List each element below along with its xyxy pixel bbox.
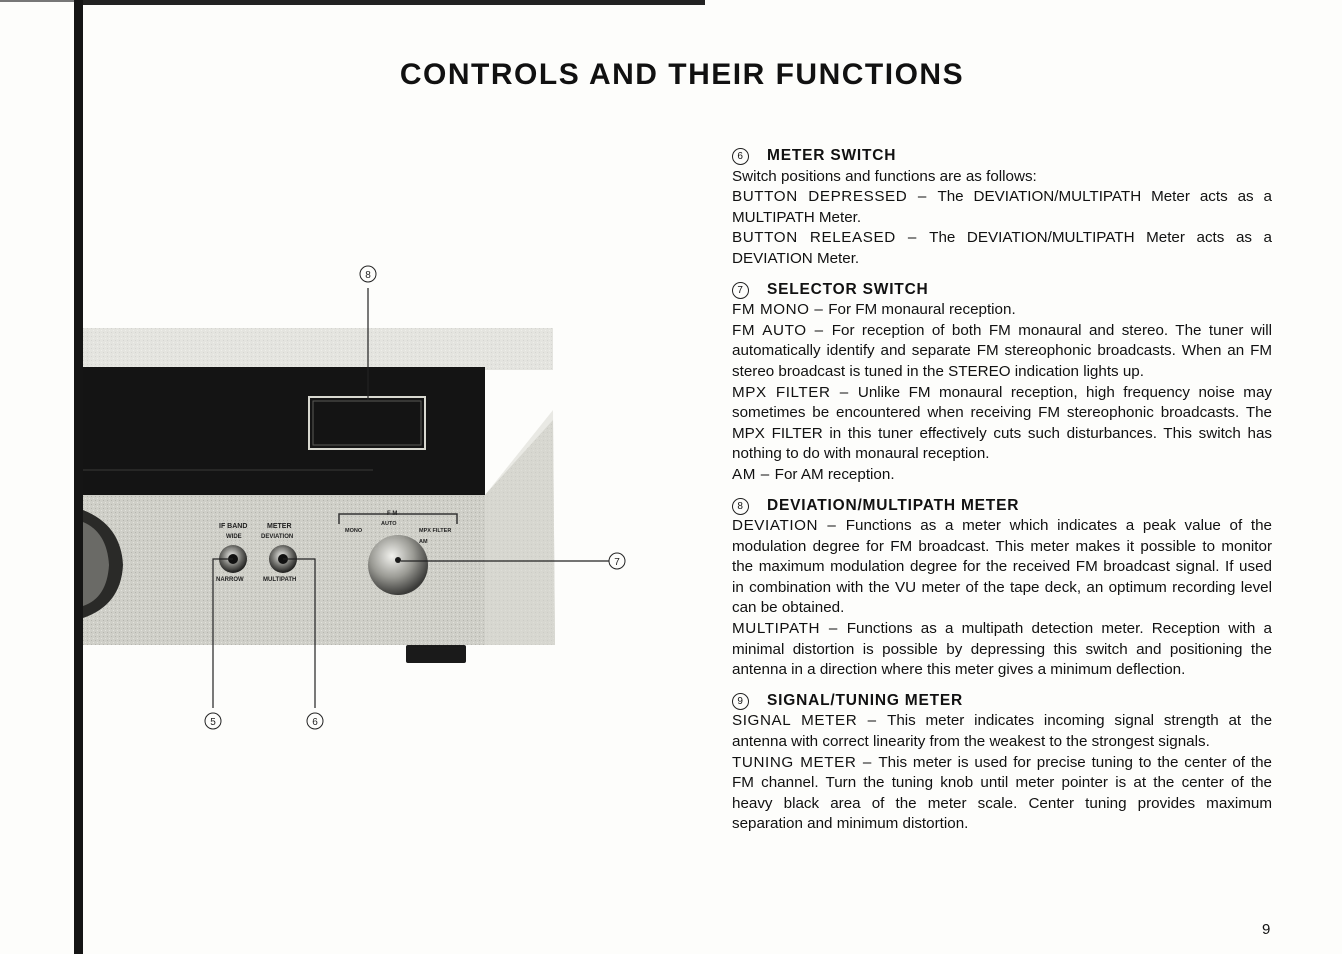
callout-8 (360, 266, 376, 282)
panel-label-narrow: NARROW (216, 577, 244, 583)
section-number: 7 (732, 282, 749, 299)
paragraph: MPX FILTER – Unlike FM monaural reception, high frequency noise may sometimes be encountered when receiving FM stereophonic broadcasts. The MPX FILTER in this tuner effectively cuts such disturbances. This switch has nothing to do with monaural reception. (732, 383, 1272, 463)
callout-7 (609, 553, 625, 569)
svg-text:6: 6 (312, 717, 318, 728)
panel-label-wide: WIDE (226, 534, 242, 540)
section-deviation-multipath-meter (732, 496, 1272, 681)
paragraph: FM MONO – For FM monaural reception. (732, 301, 1016, 319)
paragraph: MULTIPATH – Functions as a multipath detection meter. Reception with a minimal distortion is possible by depressing this switch and positioning the antenna in a direction where this meter gives a minimum deflection. (732, 620, 1272, 679)
top-rule-left (0, 0, 74, 2)
panel-label-mono: MONO (345, 528, 363, 534)
panel-label-auto: AUTO (381, 521, 397, 527)
section-number: 9 (732, 693, 749, 710)
section-heading: 8 DEVIATION/MULTIPATH METER (732, 496, 1272, 517)
section-meter-switch (732, 146, 1272, 270)
paragraph: SIGNAL METER – This meter indicates incoming signal strength at the antenna with correct linearity from the weakest to the strongest signals. (732, 712, 1273, 751)
svg-text:7: 7 (614, 557, 620, 568)
section-signal-tuning-meter (732, 691, 1272, 835)
binding-bar (74, 0, 83, 954)
paragraph: FM AUTO – For reception of both FM monaural and stereo. The tuner will automatically identify and separate FM stereophonic broadcasts. When an FM stereo broadcast is tuned in the STEREO indication lights up. (732, 321, 1272, 380)
section-number: 8 (732, 498, 749, 515)
top-rule (83, 0, 705, 5)
callout-6 (307, 713, 323, 729)
panel-label-if-band: IF BAND (219, 523, 248, 530)
front-foot (406, 645, 466, 663)
panel-label-deviation: DEVIATION (261, 534, 294, 540)
tuner-front-panel-photo (83, 260, 653, 740)
svg-text:5: 5 (210, 717, 216, 728)
section-heading: 9 SIGNAL/TUNING METER (732, 691, 1272, 712)
panel-label-multipath: MULTIPATH (263, 577, 297, 583)
paragraph: Switch positions and functions are as follows: (732, 167, 1037, 185)
panel-label-fm: F M (387, 511, 398, 517)
paragraph: DEVIATION – Functions as a meter which indicates a peak value of the modulation degree for FM broadcast. This meter makes it possible to monitor the maximum modulation degree for the received FM broadcast signal. If used in combination with the VU meter of the tape deck, an optimum recording level can be obtained. (732, 517, 1272, 617)
page-title: CONTROLS AND THEIR FUNCTIONS (399, 58, 965, 91)
top-panel (83, 328, 553, 370)
section-number: 6 (732, 148, 749, 165)
panel-label-am: AM (419, 539, 428, 545)
panel-label-meter: METER (267, 523, 292, 530)
paragraph: AM – For AM reception. (732, 465, 895, 483)
paragraph: BUTTON RELEASED – The DEVIATION/MULTIPATH Meter acts as a DEVIATION Meter. (732, 229, 1272, 267)
section-heading: 6 METER SWITCH (732, 146, 1272, 167)
callout-5 (205, 713, 221, 729)
paragraph: BUTTON DEPRESSED – The DEVIATION/MULTIPATH Meter acts as a MULTIPATH Meter. (732, 188, 1272, 226)
section-heading: 7 SELECTOR SWITCH (732, 280, 1272, 301)
page-number: 9 (1262, 921, 1271, 938)
paragraph: TUNING METER – This meter is used for precise tuning to the center of the FM channel. Turn the tuning knob until meter pointer is at the center of the heavy black area of the meter scale. Center tuning provides maximum separation and minimum distortion. (732, 753, 1272, 833)
section-selector-switch (732, 280, 1272, 486)
selector-knob (368, 535, 428, 595)
panel-label-mpx-filter: MPX FILTER (419, 528, 452, 534)
text-column (732, 146, 1272, 845)
svg-text:8: 8 (365, 270, 371, 281)
